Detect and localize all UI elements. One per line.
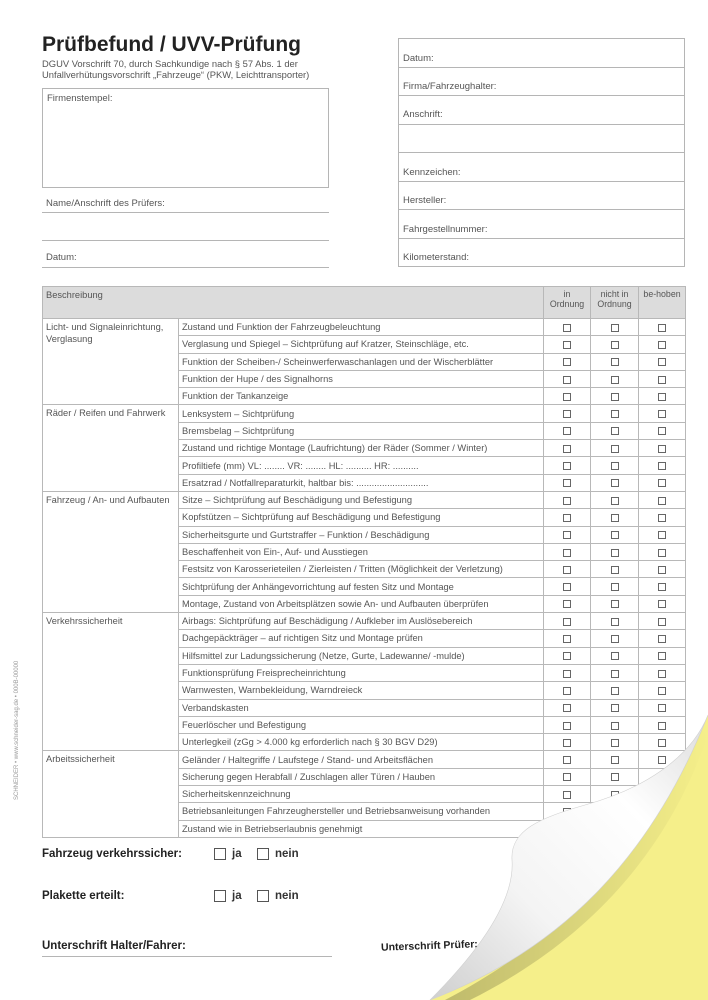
check-item-text: Warnwesten, Warnbekleidung, Warndreieck — [179, 682, 544, 699]
check-item-text: Funktion der Tankanzeige — [179, 388, 544, 405]
check-item-text: Kopfstützen – Sichtprüfung auf Beschädigung und Befestigung — [179, 509, 544, 526]
fixed-header: be-hoben — [639, 287, 686, 319]
check-item-text: Geländer / Haltegriffe / Laufstege / Stand- und Arbeitsflächen — [179, 751, 544, 768]
not-ok-header: nicht in Ordnung — [591, 287, 639, 319]
sticker-no-label: nein — [275, 890, 299, 902]
check-item-text: Profiltiefe (mm) VL: ........ VR: ........ HL: .......... HR: .......... — [179, 457, 544, 474]
company-stamp-label: Firmenstempel: — [47, 93, 113, 104]
check-item-text: Sitze – Sichtprüfung auf Beschädigung und Befestigung — [179, 491, 544, 508]
side-note: SCHNEIDER • www.schneider-sag.de • 000B-00000 — [14, 660, 20, 800]
check-item-text: Funktion der Scheiben-/ Scheinwerferwaschanlagen und der Wischerblätter — [179, 353, 544, 370]
check-item-text: Unterlegkeil (zGg > 4.000 kg erforderlich nach § 30 BGV D29) — [179, 734, 544, 751]
left-date-label: Datum: — [46, 252, 77, 263]
category-cell: Räder / Reifen und Fahrwerk — [43, 405, 179, 491]
roadworthy-label: Fahrzeug verkehrssicher: — [42, 848, 182, 860]
owner-signature-label: Unterschrift Halter/Fahrer: — [42, 940, 186, 952]
check-item-text: Ersatzrad / Notfallreparaturkit, haltbar bis: ............................ — [179, 474, 544, 491]
check-item-text: Verbandskasten — [179, 699, 544, 716]
check-item-text: Verglasung und Spiegel – Sichtprüfung auf Kratzer, Steinschläge, etc. — [179, 336, 544, 353]
roadworthy-no-label: nein — [275, 848, 299, 860]
category-cell: Licht- und Signaleinrichtung, Verglasung — [43, 319, 179, 405]
check-item-text: Sicherheitsgurte und Gurtstraffer – Funktion / Beschädigung — [179, 526, 544, 543]
sticker-yes-label: ja — [232, 890, 242, 902]
vin-label: Fahrgestellnummer: — [403, 224, 488, 235]
category-cell: Fahrzeug / An- und Aufbauten — [43, 491, 179, 612]
check-item-text: Sichtprüfung der Anhängevorrichtung auf festen Sitz und Montage — [179, 578, 544, 595]
check-item-text: Zustand und richtige Montage (Laufrichtung) der Räder (Sommer / Winter) — [179, 440, 544, 457]
form-subtitle: DGUV Vorschrift 70, durch Sachkundige nach § 57 Abs. 1 der Unfallverhütungsvorschrift „Fahrzeuge“ (PKW, Leichttransporter) — [42, 58, 310, 80]
check-item-text: Bremsbelag – Sichtprüfung — [179, 422, 544, 439]
description-header: Beschreibung — [43, 287, 544, 319]
check-item-text: Beschaffenheit von Ein-, Auf- und Ausstiegen — [179, 543, 544, 560]
date-label: Datum: — [403, 53, 434, 64]
sticker-label: Plakette erteilt: — [42, 890, 125, 902]
check-item-text: Zustand wie in Betriebserlaubnis genehmigt — [179, 820, 544, 837]
examiner-label: Name/Anschrift des Prüfers: — [46, 198, 165, 209]
ok-header: in Ordnung — [544, 287, 591, 319]
check-item-text: Funktion der Hupe / des Signalhorns — [179, 370, 544, 387]
mileage-label: Kilometerstand: — [403, 252, 470, 263]
check-item-text: Montage, Zustand von Arbeitsplätzen sowie An- und Aufbauten überprüfen — [179, 595, 544, 612]
check-item-text: Dachgepäckträger – auf richtigen Sitz und Montage prüfen — [179, 630, 544, 647]
category-cell: Verkehrssicherheit — [43, 613, 179, 751]
check-item-text: Zustand und Funktion der Fahrzeugbeleuchtung — [179, 319, 544, 336]
examiner-signature-label: Unterschrift Prüfer: — [380, 938, 479, 954]
address-label: Anschrift: — [403, 109, 443, 120]
check-item-text: Funktionsprüfung Freisprecheinrichtung — [179, 664, 544, 681]
check-item-text: Festsitz von Karosserieteilen / Zierleisten / Tritten (Möglichkeit der Verletzung) — [179, 561, 544, 578]
check-item-text: Betriebsanleitungen Fahrzeughersteller und Betriebsanweisung vorhanden — [179, 803, 544, 820]
check-item-text: Hilfsmittel zur Ladungssicherung (Netze, Gurte, Ladewanne/ -mulde) — [179, 647, 544, 664]
check-item-text: Airbags: Sichtprüfung auf Beschädigung / Aufkleber im Auslösebereich — [179, 613, 544, 630]
roadworthy-yes-label: ja — [232, 848, 242, 860]
category-cell: Arbeitssicherheit — [43, 751, 179, 837]
check-item-text: Sicherung gegen Herabfall / Zuschlagen aller Türen / Hauben — [179, 768, 544, 785]
check-item-text: Lenksystem – Sichtprüfung — [179, 405, 544, 422]
company-label: Firma/Fahrzeughalter: — [403, 81, 497, 92]
check-item-text: Feuerlöscher und Befestigung — [179, 716, 544, 733]
check-item-text: Sicherheitskennzeichnung — [179, 786, 544, 803]
plate-label: Kennzeichen: — [403, 167, 461, 178]
manufacturer-label: Hersteller: — [403, 195, 447, 206]
form-title: Prüfbefund / UVV-Prüfung — [42, 33, 301, 56]
